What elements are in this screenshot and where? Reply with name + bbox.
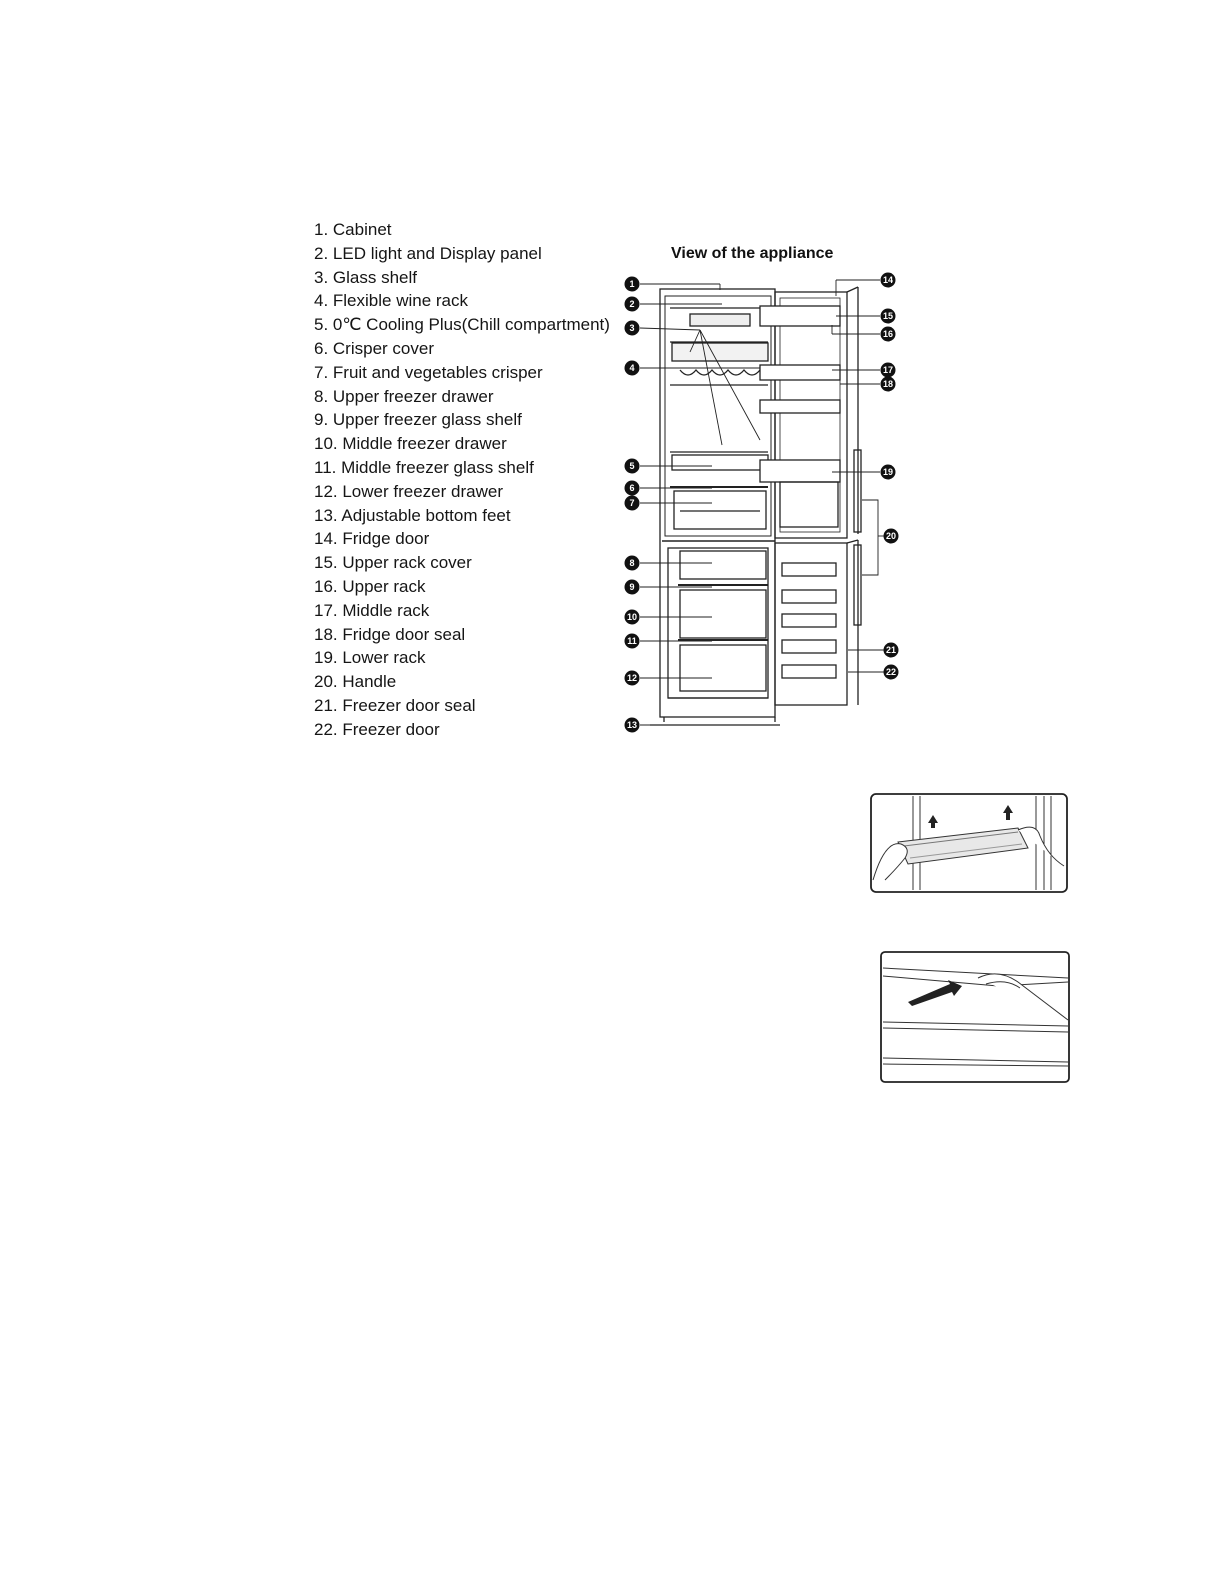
door-rack-removal-illustration [868,790,1070,896]
part-item: 10. Middle freezer drawer [314,434,507,454]
callout-20 [884,529,899,544]
part-item: 11. Middle freezer glass shelf [314,457,534,477]
svg-text:17: 17 [882,365,894,375]
callout-18 [881,377,896,392]
svg-text:10: 10 [626,612,638,622]
svg-text:13: 13 [626,720,638,730]
svg-text:20: 20 [885,531,897,541]
svg-text:12: 12 [626,673,638,683]
svg-text:16: 16 [882,329,894,339]
svg-text:18: 18 [882,379,894,389]
svg-text:19: 19 [882,467,894,477]
glass-shelf-removal-illustration [878,948,1072,1086]
callout-15 [881,309,896,324]
callout-12 [625,671,640,686]
callout-22 [884,665,899,680]
callout-1 [625,277,640,292]
svg-text:2: 2 [629,299,635,309]
svg-text:22: 22 [885,667,897,677]
svg-text:6: 6 [629,483,635,493]
svg-text:1: 1 [629,279,635,289]
svg-text:21: 21 [885,645,897,655]
part-item: 19. Lower rack [314,648,426,668]
svg-text:7: 7 [629,498,635,508]
part-item: 22. Freezer door [314,719,440,739]
part-item: 9. Upper freezer glass shelf [314,410,522,430]
callout-3 [625,321,640,336]
part-item: 13. Adjustable bottom feet [314,505,511,525]
svg-text:11: 11 [627,636,637,646]
callout-13 [625,718,640,733]
part-item: 1. Cabinet [314,220,392,239]
svg-text:4: 4 [629,363,635,373]
diagram-title: View of the appliance [671,245,834,262]
part-item: 20. Handle [314,672,397,692]
part-item: 14. Fridge door [314,529,430,549]
callout-6 [625,481,640,496]
callout-16 [881,327,896,342]
part-item: 7. Fruit and vegetables crisper [314,362,543,382]
callout-8 [625,556,640,571]
callout-10 [625,610,640,625]
svg-text:3: 3 [629,323,635,333]
part-item: 15. Upper rack cover [314,553,472,573]
callout-21 [884,643,899,658]
part-item: 17. Middle rack [314,600,430,620]
part-item: 16. Upper rack [314,576,426,596]
part-item: 3. Glass shelf [314,267,417,287]
callout-4 [625,361,640,376]
svg-text:5: 5 [629,461,635,471]
callout-9 [625,580,640,595]
part-item: 12. Lower freezer drawer [314,481,503,501]
callout-11 [625,634,640,649]
part-item: 6. Crisper cover [314,338,434,358]
part-item: 8. Upper freezer drawer [314,386,494,406]
part-item: 4. Flexible wine rack [314,291,469,311]
svg-text:8: 8 [629,558,635,568]
callout-5 [625,459,640,474]
callout-14 [881,273,896,288]
parts-list [314,218,610,742]
svg-text:15: 15 [882,311,894,321]
part-item: 18. Fridge door seal [314,624,466,644]
callout-7 [625,496,640,511]
callout-19 [881,465,896,480]
callout-2 [625,297,640,312]
part-item: 5. 0℃ Cooling Plus(Chill compartment) [314,315,610,335]
part-item: 21. Freezer door seal [314,695,476,715]
svg-text:14: 14 [882,275,894,285]
part-item: 2. LED light and Display panel [314,243,542,263]
appliance-diagram [600,262,910,742]
callout-17 [881,363,896,378]
svg-text:9: 9 [629,582,635,592]
